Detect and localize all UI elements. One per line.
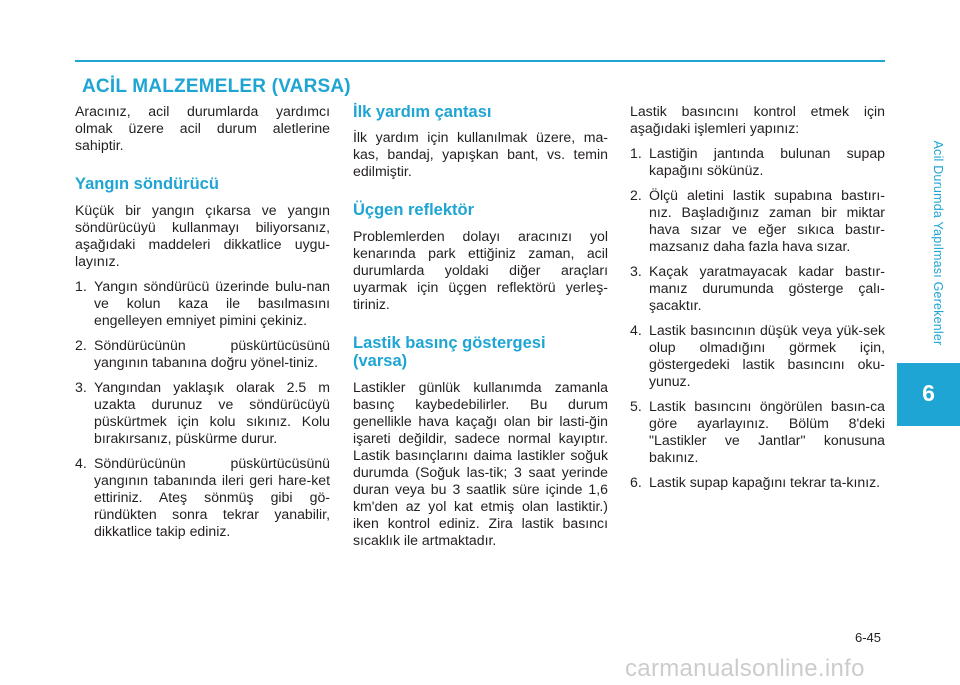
- tire-gauge-heading-line1: Lastik basınç göstergesi: [353, 334, 546, 352]
- step-text: Lastik basıncının düşük veya yük-sek olup olmadığını görmek için, göstergedeki lastik basıncını oku-yunuz.: [649, 322, 885, 389]
- fire-extinguisher-steps: [75, 278, 330, 540]
- step-text: Lastik supap kapağını tekrar ta-kınız.: [649, 474, 881, 490]
- step-text: Kaçak yaratmayacak kadar bastır-manız durumunda gösterge çalı-şacaktır.: [649, 263, 885, 313]
- step-text: Yangın söndürücü üzerinde bulu-nan ve kolun kaza ile basılmasını engelleyen emniyet pimini çekiniz.: [94, 278, 330, 328]
- list-item: [75, 455, 330, 540]
- step-number: 4.: [75, 455, 87, 471]
- page-number: 6-45: [855, 630, 882, 645]
- step-number: 2.: [75, 337, 87, 353]
- list-item: [75, 337, 330, 371]
- tire-check-intro: Lastik basıncını kontrol etmek için aşağıdaki işlemleri yapınız:: [630, 103, 885, 136]
- page-title: ACİL MALZEMELER (VARSA): [82, 76, 351, 97]
- reflector-paragraph: Problemlerden dolayı aracınızı yol kenarında park ettiğiniz zaman, acil durumlarda yoldaki diğer araçları uyarmak için üçgen reflektörü yerleş-tiriniz.: [353, 228, 608, 312]
- step-text: Lastik basıncını öngörülen basın-ca göre ayarlayınız. Bölüm 8'deki "Lastikler ve Jantlar" konusuna bakınız.: [649, 398, 885, 465]
- list-item: [630, 474, 885, 491]
- top-divider-line: [75, 60, 885, 62]
- list-item: [630, 145, 885, 179]
- step-number: 2.: [630, 187, 642, 203]
- step-number: 5.: [630, 398, 642, 414]
- fire-extinguisher-paragraph: Küçük bir yangın çıkarsa ve yangın söndürücüyü kullanmayı biliyorsanız, aşağıdaki maddeleri dikkatlice uygu-layınız.: [75, 202, 330, 269]
- tire-check-steps: [630, 145, 885, 491]
- step-text: Söndürücünün püskürtücüsünü yangının tabanında ileri geri hare-ket ettiriniz. Ateş sönmüş gibi gö-ründükten sonra tekrar yanabilir, dikkatlice takip ediniz.: [94, 455, 330, 539]
- list-item: [630, 322, 885, 390]
- list-item: [630, 187, 885, 255]
- step-text: Yangından yaklaşık olarak 2.5 m uzakta durunuz ve söndürücüyü püskürtmek için kolu sıkınız. Kolu bırakırsanız, püskürme durur.: [94, 379, 330, 446]
- list-item: [630, 398, 885, 466]
- step-number: 1.: [630, 145, 642, 161]
- step-text: Söndürücünün püskürtücüsünü yangının tabanına doğru yönel-tiniz.: [94, 337, 330, 370]
- tire-gauge-paragraph: Lastikler günlük kullanımda zamanla basınç kaybedebilirler. Bu durum genellikle hava kaçağı olan bir lasti-ğin işareti değildir, sadece normal kayıptır. Lastik basınçlarını daima lastikler soğuk durumda (Soğuk las-tik; 3 saat yerinde duran veya bu 3 saatlik süre içinde 1,6 km'den az yol kat etmiş olan lastiktir.) iken kontrol ediniz. Zira lastik basıncı sıcaklık ile artmaktadır.: [353, 379, 608, 548]
- side-tab-label: [928, 110, 948, 375]
- chapter-number: 6: [922, 380, 935, 406]
- section-heading-reflector: Üçgen reflektör: [353, 201, 475, 219]
- step-text: Ölçü aletini lastik supabına bastırı-nız. Başladığınız zaman bir miktar hava sızar ve eğer sıkıca bastır-mazsanız daha fazla hava sızar.: [649, 187, 885, 254]
- list-item: [75, 379, 330, 447]
- chapter-tab: [897, 363, 960, 426]
- section-heading-tire-gauge: [353, 334, 608, 370]
- list-item: [630, 263, 885, 314]
- column-middle: [353, 103, 608, 549]
- step-number: 6.: [630, 474, 642, 490]
- section-heading-first-aid: İlk yardım çantası: [353, 103, 492, 121]
- intro-paragraph: Aracınız, acil durumlarda yardımcı olmak üzere acil durum aletlerine sahiptir.: [75, 103, 330, 153]
- column-left: [75, 103, 330, 548]
- first-aid-paragraph: İlk yardım için kullanılmak üzere, ma-kas, bandaj, yapışkan bant, vs. temin edilmiştir.: [353, 129, 608, 179]
- list-item: [75, 278, 330, 329]
- tire-gauge-heading-line2: (varsa): [353, 352, 408, 370]
- side-tab-text: Acil Durumda Yapılması Gerekenler: [931, 140, 945, 345]
- section-heading-fire-extinguisher: Yangın söndürücü: [75, 175, 219, 193]
- column-right: [630, 103, 885, 499]
- step-number: 4.: [630, 322, 642, 338]
- step-number: 3.: [630, 263, 642, 279]
- step-number: 1.: [75, 278, 87, 294]
- step-text: Lastiğin jantında bulunan supap kapağını sökünüz.: [649, 145, 885, 178]
- watermark: carmanualsonline.info: [625, 655, 865, 682]
- step-number: 3.: [75, 379, 87, 395]
